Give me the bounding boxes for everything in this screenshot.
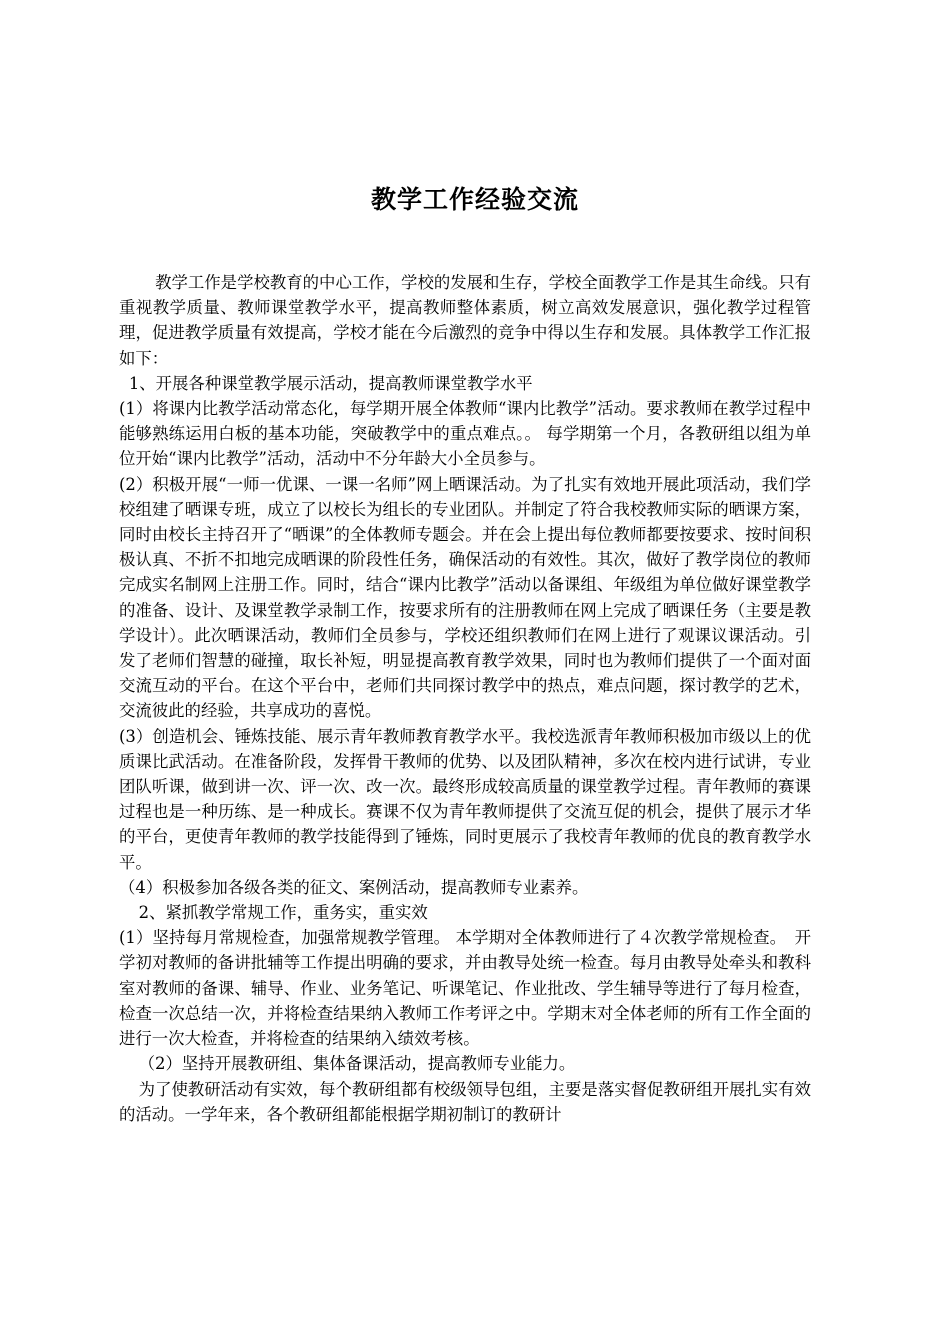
document-body <box>119 270 811 1127</box>
section-heading-1: 1、开展各种课堂教学展示活动，提高教师课堂教学水平 <box>128 373 533 393</box>
paragraph-2-2: （2）坚持开展教研组、集体备课活动，提高教师专业能力。 <box>138 1054 576 1074</box>
paragraph-1-3: (3）创造机会、锤炼技能、展示青年教师教育教学水平。我校选派青年教师积极加市级以上的优质课比武活动。在准备阶段，发挥骨干教师的优势、以及团队精神，多次在校内进行试讲，专业团队听课，做到讲一次、评一次、改一次。最终形成较高质量的课堂教学过程。青年教师的赛课过程也是一种历练、是一种成长。赛课不仅为青年教师提供了交流互促的机会，提供了展示才华的平台，更使青年教师的教学技能得到了锤炼，同时更展示了我校青年教师的优良的教育教学水平。 <box>119 726 811 872</box>
paragraph-2-2-body: 为了使教研活动有实效，每个教研组都有校级领导包组，主要是落实督促教研组开展扎实有效的活动。一学年来，各个教研组都能根据学期初制订的教研计 <box>119 1079 811 1124</box>
paragraph-1-4: （4）积极参加各级各类的征文、案例活动，提高教师专业素养。 <box>119 877 589 897</box>
intro-paragraph: 教学工作是学校教育的中心工作，学校的发展和生存，学校全面教学工作是其生命线。只有重视教学质量、教师课堂教学水平，提高教师整体素质，树立高效发展意识，强化教学过程管理，促进教学质量有效提高，学校才能在今后激烈的竞争中得以生存和发展。具体教学工作汇报如下： <box>119 273 811 368</box>
paragraph-1-2: (2）积极开展“一师一优课、一课一名师”网上晒课活动。为了扎实有效地开展此项活动，我们学校组建了晒课专班，成立了以校长为组长的专业团队。并制定了符合我校教师实际的晒课方案，同时由校长主持召开了“晒课”的全体教师专题会。并在会上提出每位教师都要按要求、按时间积极认真、不折不扣地完成晒课的阶段性任务，确保活动的有效性。其次，做好了教学岗位的教师完成实名制网上注册工作。同时，结合“课内比教学”活动以备课组、年级组为单位做好课堂教学的准备、设计、及课堂教学录制工作，按要求所有的注册教师在网上完成了晒课任务（主要是教学设计）。此次晒课活动，教师们全员参与，学校还组织教师们在网上进行了观课议课活动。引发了老师们智慧的碰撞，取长补短，明显提高教育教学效果，同时也为教师们提供了一个面对面交流互动的平台。在这个平台中，老师们共同探讨教学中的热点，难点问题，探讨教学的艺术，交流彼此的经验，共享成功的喜悦。 <box>119 474 811 721</box>
document-title: 教学工作经验交流 <box>370 185 579 214</box>
paragraph-1-1: (1）将课内比教学活动常态化，每学期开展全体教师“课内比教学”活动。要求教师在教学过程中能够熟练运用白板的基本功能，突破教学中的重点难点。。 每学期第一个月，各教研组以组为单位开始“课内比教学”活动，活动中不分年龄大小全员参与。 <box>119 399 811 469</box>
paragraph-2-1: (1）坚持每月常规检查，加强常规教学管理。 本学期对全体教师进行了４次教学常规检查。 开学初对教师的备讲批辅等工作提出明确的要求，并由教导处统一检查。每月由教导处牵头和教科室对教师的备课、辅导、作业、业务笔记、听课笔记、作业批改、学生辅导等进行了每月检查，检查一次总结一次，并将检查结果纳入教师工作考评之中。学期末对全体老师的所有工作全面的进行一次大检查，并将检查的结果纳入绩效考核。 <box>119 928 811 1049</box>
section-heading-2: 2、紧抓教学常规工作，重务实，重实效 <box>138 903 428 923</box>
